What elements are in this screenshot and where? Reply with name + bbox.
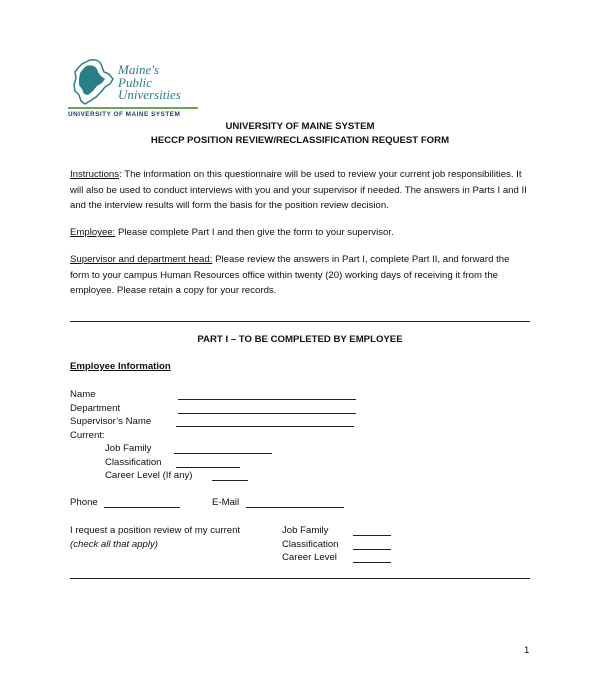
logo-banner: UNIVERSITY OF MAINE SYSTEM: [68, 111, 181, 118]
supervisor-name-field[interactable]: [176, 426, 354, 427]
email-label: E-Mail: [212, 497, 240, 508]
current-label: Current:: [70, 430, 105, 441]
maine-state-logo-icon: [66, 58, 116, 106]
bottom-divider: [70, 578, 530, 579]
phone-label: Phone: [70, 497, 98, 508]
supervisor-label: Supervisor and department head:: [70, 254, 213, 265]
part1-heading: PART I – TO BE COMPLETED BY EMPLOYEE: [197, 334, 403, 345]
employee-text: Please complete Part I and then give the form to your supervisor.: [115, 227, 394, 238]
logo-line-2: Public: [118, 74, 152, 90]
classification-label: Classification: [105, 457, 162, 468]
name-field[interactable]: [178, 399, 356, 400]
request-note: (check all that apply): [70, 539, 158, 550]
request-text: I request a position review of my current: [70, 525, 241, 536]
supervisor-paragraph: [70, 252, 530, 299]
instructions-label: Instructions: [70, 169, 120, 180]
section-divider: [70, 321, 530, 322]
request-option-classification: Classification: [282, 539, 339, 550]
department-field[interactable]: [178, 413, 356, 414]
classification-field[interactable]: [176, 467, 240, 468]
logo-line-3: Universities: [118, 87, 181, 102]
supervisor-name-label: Supervisor’s Name: [70, 416, 152, 427]
career-level-field[interactable]: [212, 480, 248, 481]
logo: [66, 58, 198, 124]
department-label: Department: [70, 403, 121, 414]
employee-info-title: Employee Information: [70, 361, 171, 372]
request-career-level-check[interactable]: [353, 562, 391, 563]
employee-paragraph: [70, 225, 530, 241]
request-job-family-check[interactable]: [353, 535, 391, 536]
logo-line-1: Maine's: [118, 62, 160, 77]
name-label: Name: [70, 389, 96, 400]
instructions-paragraph: [70, 167, 530, 214]
org-heading: UNIVERSITY OF MAINE SYSTEM: [225, 121, 375, 132]
request-option-career-level: Career Level: [282, 552, 337, 563]
logo-wordmark: [118, 64, 181, 102]
instructions-text: : The information on this questionnaire will be used to review your current job responsibilities. It will also be used to conduct interviews with you and your supervisor if needed. The answers in Parts I and II and the interview results will form the basis for the position review decision.: [70, 169, 527, 211]
page-number: 1: [524, 645, 530, 656]
supervisor-text: Please review the answers in Part I, complete Part II, and forward the form to your campus Human Resources office within twenty (20) working days of receiving it from the employee. Please retain a copy for your records.: [70, 254, 510, 296]
phone-field[interactable]: [104, 507, 180, 508]
job-family-field[interactable]: [174, 453, 272, 454]
logo-rule: [68, 107, 198, 109]
career-level-label: Career Level (If any): [105, 470, 193, 481]
email-field[interactable]: [246, 507, 344, 508]
job-family-label: Job Family: [105, 443, 152, 454]
form-title: HECCP POSITION REVIEW/RECLASSIFICATION REQUEST FORM: [150, 135, 450, 146]
request-classification-check[interactable]: [353, 549, 391, 550]
employee-label: Employee:: [70, 227, 116, 238]
request-option-job-family: Job Family: [282, 525, 329, 536]
